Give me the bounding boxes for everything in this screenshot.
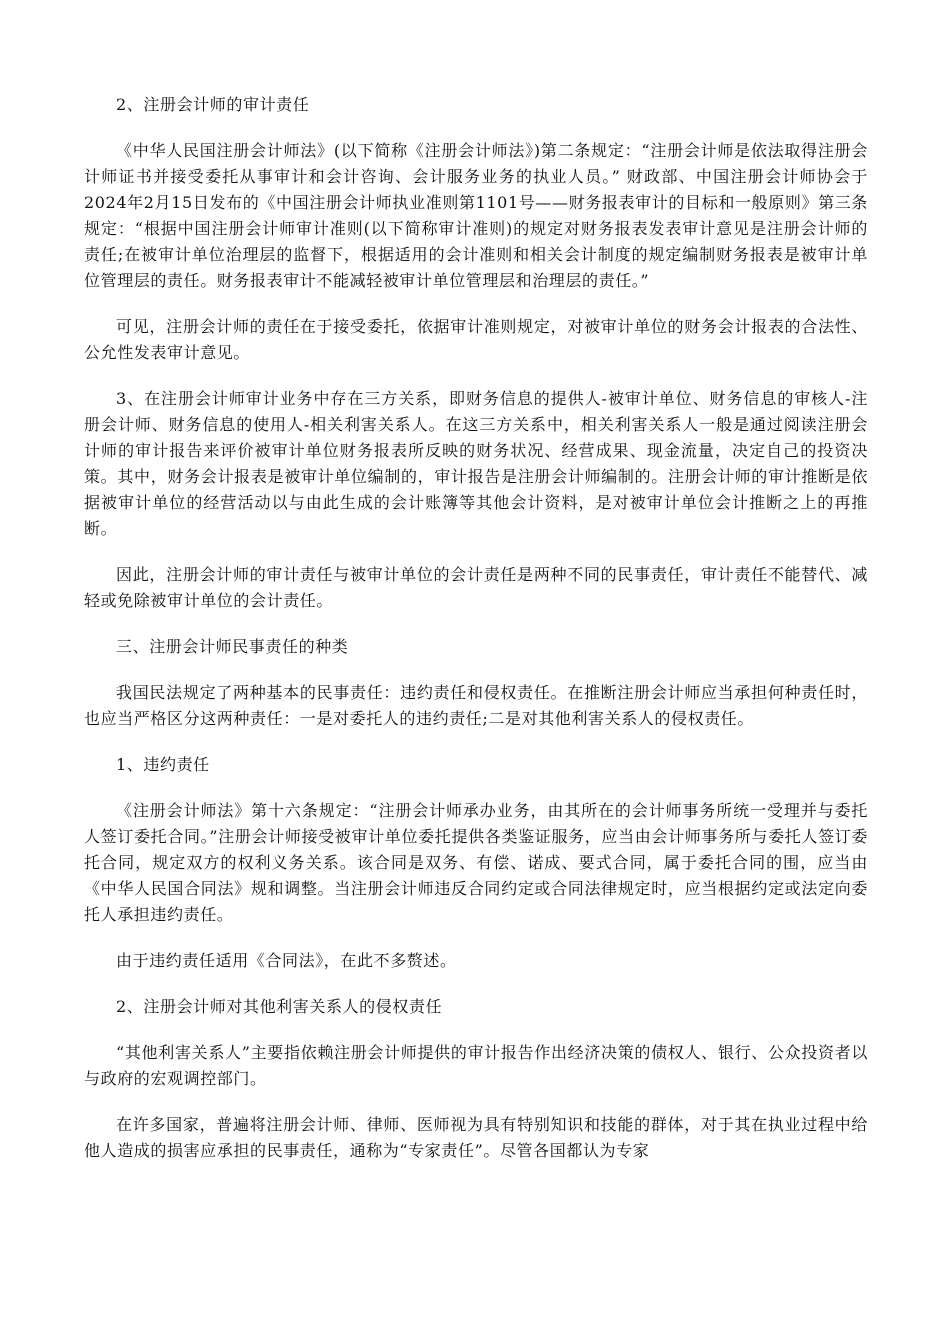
- paragraph-distinct-civil-liabilities: 因此，注册会计师的审计责任与被审计单位的会计责任是两种不同的民事责任，审计责任不能替代、减轻或免除被审计单位的会计责任。: [84, 565, 868, 610]
- paragraph-contract-law-note: 由于违约责任适用《合同法》，在此不多赘述。: [116, 951, 457, 970]
- paragraph-cpa-law-article-2: 《中华人民国注册会计师法》(以下简称《注册会计师法》)第二条规定：“注册会计师是依法取得注册会计师证书并接受委托从事审计和会计咨询、会计服务业务的执业人员。” 财政部、中国注册会计师协会于2024年2月15日发布的《中国注册会计师执业准则第1101号——财务报表审计的目标和一般原则》第三条规定：“根据中国注册会计师审计准则(以下简称审计准则)的规定对财务报表发表审计意见是注册会计师的责任;在被审计单位治理层的监督下，根据适用的会计准则和相关会计制度的规定编制财务报表是被审计单位管理层的责任。财务报表审计不能减轻被审计单位管理层和治理层的责任。”: [84, 141, 868, 290]
- document-body: [84, 92, 868, 1184]
- paragraph-expert-liability: 在许多国家，普遍将注册会计师、律师、医师视为具有特别知识和技能的群体，对于其在执业过程中给他人造成的损害应承担的民事责任，通称为“专家责任”。尽管各国都认为专家: [84, 1115, 868, 1160]
- paragraph-two-civil-liabilities: 我国民法规定了两种基本的民事责任：违约责任和侵权责任。在推断注册会计师应当承担何种责任时，也应当严格区分这两种责任：一是对委托人的违约责任;二是对其他利害关系人的侵权责任。: [84, 683, 868, 728]
- paragraph-interested-parties: “其他利害关系人”主要指依赖注册会计师提供的审计报告作出经济决策的债权人、银行、公众投资者以与政府的宏观调控部门。: [84, 1043, 868, 1088]
- section-heading-audit-responsibility: 2、注册会计师的审计责任: [116, 95, 310, 114]
- paragraph-cpa-responsibility-summary: 可见，注册会计师的责任在于接受委托，依据审计准则规定，对被审计单位的财务会计报表的合法性、公允性发表审计意见。: [84, 317, 868, 362]
- section-heading-tort-liability: 2、注册会计师对其他利害关系人的侵权责任: [116, 997, 443, 1016]
- section-heading-breach-of-contract: 1、违约责任: [116, 755, 210, 774]
- paragraph-three-party-relationship: 3、在注册会计师审计业务中存在三方关系，即财务信息的提供人-被审计单位、财务信息的审核人-注册会计师、财务信息的使用人-相关利害关系人。在这三方关系中，相关利害关系人一般是通过阅读注册会计师的审计报告来评价被审计单位财务报表所反映的财务状况、经营成果、现金流量，决定自己的投资决策。其中，财务会计报表是被审计单位编制的，审计报告是注册会计师编制的。注册会计师的审计推断是依据被审计单位的经营活动以与由此生成的会计账簿等其他会计资料，是对被审计单位会计推断之上的再推断。: [84, 389, 868, 538]
- section-heading-liability-types: 三、注册会计师民事责任的种类: [116, 637, 349, 656]
- paragraph-cpa-law-article-16: 《注册会计师法》第十六条规定：“注册会计师承办业务，由其所在的会计师事务所统一受理并与委托人签订委托合同。”注册会计师接受被审计单位委托提供各类鉴证服务，应当由会计师事务所与委托人签订委托合同，规定双方的权利义务关系。该合同是双务、有偿、诺成、要式合同，属于委托合同的围，应当由《中华人民国合同法》规和调整。当注册会计师违反合同约定或合同法律规定时，应当根据约定或法定向委托人承担违约责任。: [84, 801, 868, 924]
